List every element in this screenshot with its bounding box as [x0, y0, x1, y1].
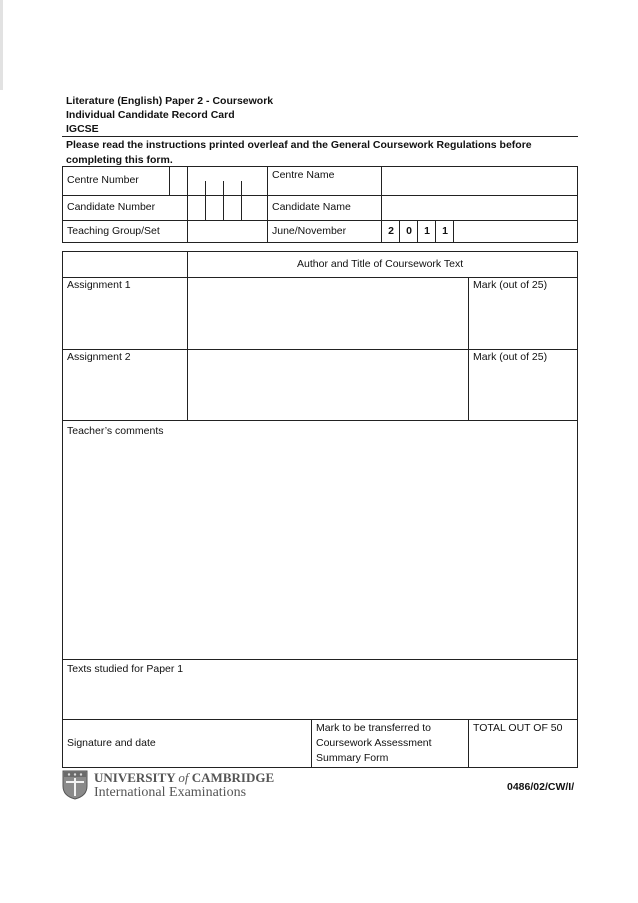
header-rule	[62, 136, 578, 137]
cambridge-crest-icon	[62, 770, 88, 800]
author-title-header: Author and Title of Coursework Text	[297, 258, 464, 270]
form-code: 0486/02/CW/I/	[507, 781, 575, 793]
signature-date-label: Signature and date	[67, 737, 156, 749]
assignment-2-label: Assignment 2	[67, 351, 131, 363]
qualification: IGCSE	[66, 123, 99, 135]
assignment-1-mark-label: Mark (out of 25)	[473, 279, 548, 291]
form-title: Literature (English) Paper 2 - Coursework	[66, 95, 274, 107]
june-november-label: June/November	[272, 225, 347, 237]
assignment-1-label: Assignment 1	[67, 279, 131, 291]
instructions-line-1: Please read the instructions printed overleaf and the General Coursework Regulations before	[66, 139, 532, 151]
scan-edge	[0, 0, 3, 90]
year-digit: 0	[406, 225, 412, 237]
transfer-note-line-1: Mark to be transferred to	[316, 722, 431, 734]
record-table	[62, 251, 578, 768]
candidate-name-label: Candidate Name	[272, 201, 351, 213]
form-subtitle: Individual Candidate Record Card	[66, 109, 235, 121]
year-digit: 2	[388, 225, 394, 237]
transfer-note-line-3: Summary Form	[316, 752, 389, 764]
year-digit: 1	[424, 225, 430, 237]
teachers-comments-label: Teacher’s comments	[67, 425, 164, 437]
candidate-number-label: Candidate Number	[67, 201, 156, 213]
instructions-line-2: completing this form.	[66, 154, 173, 166]
year-digit: 1	[442, 225, 448, 237]
teaching-group-label: Teaching Group/Set	[67, 225, 160, 237]
centre-number-label: Centre Number	[67, 174, 139, 186]
centre-name-label: Centre Name	[272, 169, 335, 181]
exams-wordmark: International Examinations	[94, 785, 247, 800]
total-label: TOTAL OUT OF 50	[473, 722, 563, 734]
texts-studied-label: Texts studied for Paper 1	[67, 663, 184, 675]
assignment-2-mark-label: Mark (out of 25)	[473, 351, 548, 363]
university-wordmark: UNIVERSITY of CAMBRIDGE	[94, 770, 275, 785]
transfer-note-line-2: Coursework Assessment	[316, 737, 432, 749]
